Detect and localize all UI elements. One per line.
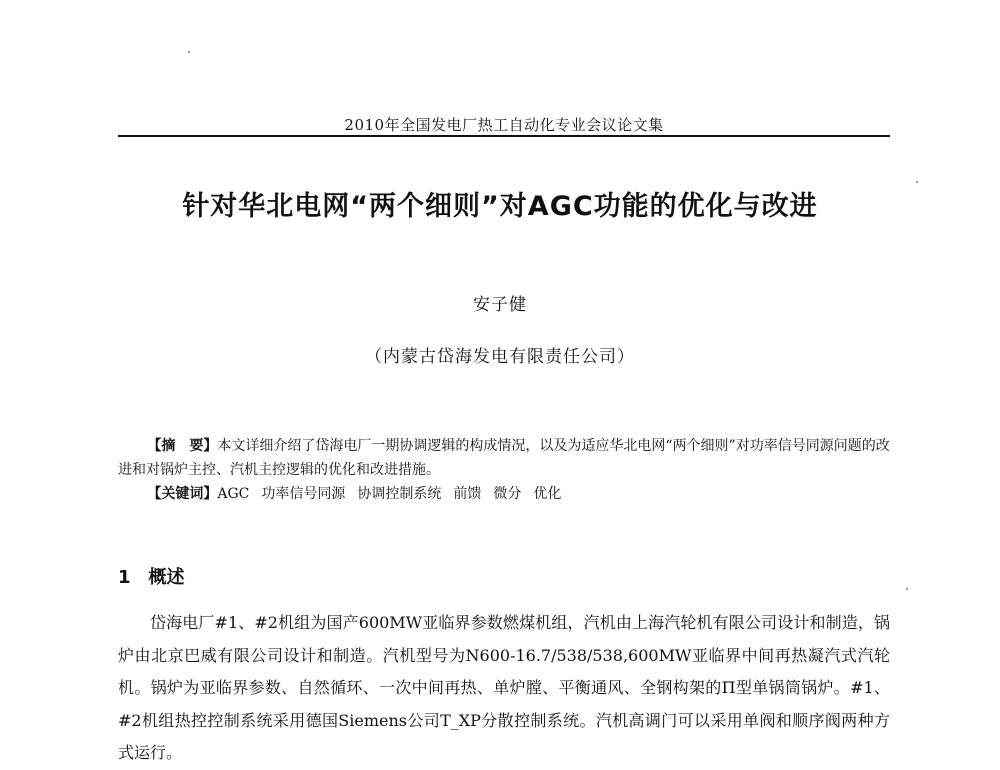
section-heading (118, 563, 185, 589)
running-header: 2010年全国发电厂热工自动化专业会议论文集 (344, 116, 664, 134)
keyword: 功率信号同源 (261, 486, 346, 502)
affiliation: （内蒙古岱海发电有限责任公司） (365, 347, 635, 367)
keyword: 协调控制系统 (357, 486, 442, 502)
body-text (118, 607, 890, 770)
keyword: 优化 (533, 486, 562, 502)
author: 安子健 (473, 295, 527, 315)
abstract (118, 434, 890, 482)
section-title: 概述 (148, 567, 185, 588)
scan-speck (188, 51, 190, 53)
header-rule (118, 135, 890, 137)
scan-speck (916, 181, 918, 183)
paper-title: 针对华北电网“两个细则”对AGC功能的优化与改进 (182, 191, 818, 222)
keyword: AGC (217, 486, 250, 502)
scan-speck (906, 588, 908, 590)
keyword: 前馈 (453, 486, 482, 502)
body-paragraph: 岱海电厂#1、#2机组为国产600MW亚临界参数燃煤机组，汽机由上海汽轮机有限公司设计和制造，锅炉由北京巴威有限公司设计和制造。汽机型号为N600-16.7/538/538,600MW亚临界中间再热凝汽式汽轮机。锅炉为亚临界参数、自然循环、一次中间再热、单炉膛、平衡通风、全钢构架的Π型单锅筒锅炉。#1、#2机组热控控制系统采用德国Siemens公司T_XP分散控制系统。汽机高调门可以采用单阀和顺序阀两种方式运行。 (118, 613, 890, 762)
abstract-block (118, 434, 890, 506)
keywords (118, 482, 890, 506)
keyword: 微分 (493, 486, 522, 502)
abstract-label: 【摘 要】 (147, 438, 218, 454)
section-number: 1 (118, 567, 131, 588)
keywords-label: 【关键词】 (147, 486, 218, 502)
abstract-text: 本文详细介绍了岱海电厂一期协调逻辑的构成情况，以及为适应华北电网“两个细则”对功率信号同源问题的改进和对锅炉主控、汽机主控逻辑的优化和改进措施。 (118, 438, 890, 478)
